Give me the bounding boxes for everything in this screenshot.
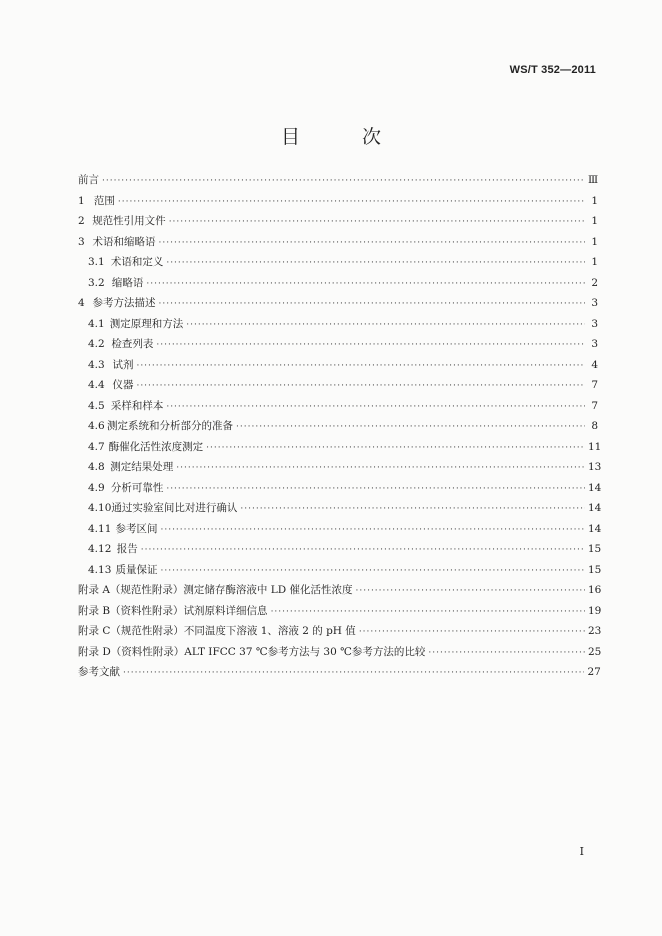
toc-entry-label: 测定储存酶溶液中 LD 催化活性浓度 <box>183 584 353 596</box>
dot-leader <box>136 361 585 371</box>
toc-entry[interactable] <box>78 336 598 352</box>
toc-entry-number: 4.11 <box>88 522 112 535</box>
toc-entry-page: 7 <box>591 399 598 412</box>
toc-entry-number: 4.9 <box>88 481 105 494</box>
toc-entry-number: 附录 B（资料性附录） <box>78 604 184 617</box>
toc-entry-number: 1 <box>78 194 85 207</box>
dot-leader <box>159 238 585 248</box>
toc-entry-number: 4.3 <box>88 358 105 371</box>
toc-entry-number: 4.8 <box>88 461 105 473</box>
toc-entry-label: 范围 <box>93 194 115 207</box>
toc-entry-number: 4 <box>78 297 85 309</box>
toc-entry-number: 4.6 <box>88 420 105 432</box>
dot-leader <box>123 668 584 678</box>
dot-leader <box>206 443 585 453</box>
toc-entry-label: 测定原理和方法 <box>109 317 184 330</box>
toc-entry-label: ALT IFCC 37 ℃参考方法与 30 ℃参考方法的比较 <box>184 645 426 658</box>
toc-entry-label: 报告 <box>116 543 138 555</box>
toc-entry[interactable] <box>78 193 598 209</box>
dot-leader <box>166 402 585 412</box>
toc-entry-number: 附录 C（规范性附录） <box>78 625 184 637</box>
toc-entry-number: 4.5 <box>88 399 105 412</box>
dot-leader <box>156 340 585 350</box>
toc-entry[interactable] <box>78 439 602 455</box>
toc-entry-label: 分析可靠性 <box>110 481 164 494</box>
toc-entry-number: 3.1 <box>88 256 105 268</box>
toc-entry-number: 4.13 <box>88 563 112 576</box>
toc-entry[interactable] <box>78 316 598 332</box>
toc-entry-page: 19 <box>588 604 602 617</box>
dot-leader <box>160 525 585 535</box>
toc-entry-label: 参考方法描述 <box>92 297 156 309</box>
toc-entry-page: 3 <box>591 338 598 350</box>
toc-entry-bibliography[interactable] <box>78 664 601 680</box>
toc-entry-number: 4.4 <box>88 379 105 391</box>
toc-entry-label: 试剂原料详细信息 <box>183 604 268 617</box>
dot-leader <box>176 463 585 473</box>
toc-entry[interactable] <box>78 562 602 578</box>
dot-leader <box>356 586 586 596</box>
standard-code: WS/T 352—2011 <box>509 64 596 76</box>
toc-entry-foreword[interactable] <box>78 172 598 188</box>
toc-entry-label: 缩略语 <box>111 276 144 289</box>
toc-entry-label: 试剂 <box>112 358 134 371</box>
toc-entry-page: 4 <box>591 358 598 371</box>
toc-entry-page: 13 <box>588 461 602 473</box>
toc-entry-label: 术语和缩略语 <box>92 235 156 248</box>
toc-entry[interactable] <box>78 234 598 250</box>
toc-entry-number: 2 <box>78 215 85 227</box>
toc-entry-page: 3 <box>591 317 598 330</box>
toc-entry[interactable] <box>78 521 602 537</box>
toc-entry-label: 参考文献 <box>78 666 120 678</box>
toc-entry-number: 3.2 <box>88 276 105 289</box>
toc-entry-page: 1 <box>591 215 598 227</box>
page-title: 目 次 <box>280 126 410 148</box>
dot-leader <box>160 566 585 576</box>
dot-leader <box>136 381 585 391</box>
toc-entry-page: 1 <box>591 256 598 268</box>
toc-entry-page: 14 <box>588 502 602 514</box>
toc-entry-number: 4.12 <box>88 543 112 555</box>
toc-entry[interactable] <box>78 254 598 270</box>
toc-entry-annex-b[interactable] <box>78 603 602 619</box>
toc-entry-label: 术语和定义 <box>110 256 164 268</box>
toc-entry-label: 参考区间 <box>115 522 158 535</box>
toc-entry[interactable] <box>78 480 602 496</box>
toc-entry-page: 14 <box>588 522 602 535</box>
toc-entry-page: 1 <box>591 194 598 207</box>
toc-entry-number: 4.2 <box>88 338 105 350</box>
dot-leader <box>271 607 585 617</box>
toc-entry-page: 1 <box>591 235 598 248</box>
toc-entry-number: 4.10 <box>88 502 112 514</box>
toc-entry[interactable] <box>78 459 602 475</box>
toc-entry-annex-d[interactable] <box>78 644 602 660</box>
toc-entry[interactable] <box>78 377 598 393</box>
dot-leader <box>166 484 585 494</box>
toc-entry-label: 仪器 <box>112 379 134 391</box>
toc-entry-page: 15 <box>587 543 602 555</box>
toc-entry-number: 3 <box>78 235 85 248</box>
toc-entry-number: 附录 D（资料性附录） <box>78 645 185 658</box>
toc-entry-label: 前言 <box>78 174 99 186</box>
toc-entry-page: 3 <box>591 297 598 309</box>
toc-entry-annex-c[interactable] <box>78 623 602 639</box>
toc-entry-label: 测定结果处理 <box>110 461 174 473</box>
toc-entry-page: 16 <box>588 584 602 596</box>
dot-leader <box>428 648 585 658</box>
toc-entry-page: 8 <box>591 420 598 432</box>
dot-leader <box>240 504 585 514</box>
toc-entry-label: 测定系统和分析部分的准备 <box>107 420 234 432</box>
toc-entry-label: 规范性引用文件 <box>92 215 166 227</box>
toc-entry[interactable] <box>78 275 598 291</box>
dot-leader <box>146 279 585 289</box>
toc-entry-number: 附录 A（规范性附录） <box>78 584 184 596</box>
toc-entry-page: Ⅲ <box>588 174 599 186</box>
dot-leader <box>236 422 585 432</box>
toc-entry[interactable] <box>78 541 602 557</box>
toc-entry[interactable] <box>78 295 598 311</box>
toc-entry-annex-a[interactable] <box>78 582 602 598</box>
page-number: I <box>579 845 584 858</box>
toc-entry[interactable] <box>78 500 602 516</box>
toc-entry-page: 2 <box>591 276 598 289</box>
toc-entry-label: 采样和样本 <box>110 399 164 412</box>
toc-entry[interactable] <box>78 213 598 229</box>
toc-entry[interactable] <box>78 418 598 434</box>
toc-entry-page: 25 <box>588 645 602 658</box>
toc-entry-label: 通过实验室间比对进行确认 <box>111 502 238 514</box>
toc-entry-page: 14 <box>588 481 602 494</box>
dot-leader <box>169 217 585 227</box>
dot-leader <box>166 258 585 268</box>
toc-entry-page: 23 <box>588 625 602 637</box>
toc-entry-label: 不同温度下溶液 1、溶液 2 的 pH 值 <box>183 625 356 637</box>
toc-entry-page: 27 <box>587 666 601 678</box>
toc-entry-label: 质量保证 <box>115 563 158 576</box>
dot-leader <box>141 545 585 555</box>
toc-entry[interactable] <box>78 357 598 373</box>
dot-leader <box>186 320 585 330</box>
toc-entry-page: 11 <box>588 440 602 453</box>
toc-entry-number: 4.7 <box>88 440 105 453</box>
toc-entry[interactable] <box>78 398 598 414</box>
toc-entry-page: 15 <box>588 563 602 576</box>
toc-entry-label: 检查列表 <box>111 338 154 350</box>
dot-leader <box>159 299 585 309</box>
dot-leader <box>102 176 585 186</box>
dot-leader <box>359 627 585 637</box>
toc-entry-number: 4.1 <box>88 317 105 330</box>
toc-entry-label: 酶催化活性浓度测定 <box>108 440 204 453</box>
dot-leader <box>118 197 585 207</box>
toc-entry-page: 7 <box>591 379 598 391</box>
